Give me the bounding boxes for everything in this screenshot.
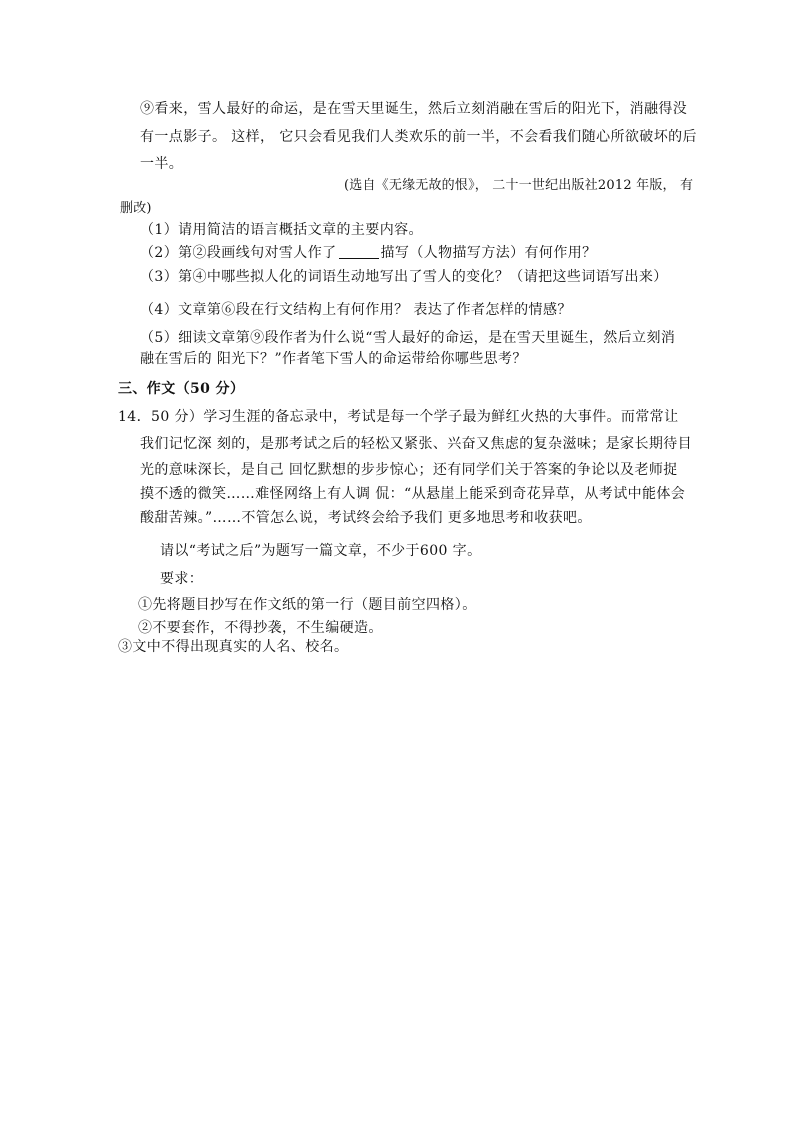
q14-line-4: 摸不透的微笑……难怪网络上有人调 侃：“从悬崖上能采到奇花异草，从考试中能体会 bbox=[140, 486, 686, 502]
question-3: （3）第④中哪些拟人化的词语生动地写出了雪人的变化？（请把这些词语写出来） bbox=[140, 269, 668, 285]
question-1: （1）请用简洁的语言概括文章的主要内容。 bbox=[140, 222, 423, 238]
q14-line-5: 酸甜苦辣。”……不管怎么说，考试终会给予我们 更多地思考和收获吧。 bbox=[140, 510, 592, 526]
passage-p9-line-3: 一半。 bbox=[140, 156, 184, 172]
requirement-3: ③文中不得出现真实的人名、校名。 bbox=[118, 639, 349, 655]
question-5-line-1: （5）细读文章第⑨段作者为什么说“雪人最好的命运，是在雪天里诞生，然后立刻消 bbox=[140, 330, 676, 346]
section-heading-essay: 三、作文（50 分） bbox=[118, 381, 245, 397]
question-2-text-end: 描写（人物描写方法）有何作用？ bbox=[380, 245, 597, 261]
question-2 bbox=[140, 244, 597, 262]
requirement-2: ②不要套作，不得抄袭，不生编硬造。 bbox=[138, 620, 383, 636]
question-4: （4）文章第⑥段在行文结构上有何作用？ 表达了作者怎样的情感？ bbox=[140, 302, 572, 318]
answer-blank bbox=[339, 244, 379, 259]
question-5-line-2: 融在雪后的 阳光下？”作者笔下雪人的命运带给你哪些思考？ bbox=[140, 351, 527, 367]
passage-p9-line-1: ⑨看来，雪人最好的命运，是在雪天里诞生，然后立刻消融在雪后的阳光下，消融得没 bbox=[140, 101, 688, 117]
q14-line-3: 光的意味深长，是自己 回忆默想的步步惊心；还有同学们关于答案的争论以及老师捉 bbox=[140, 462, 678, 478]
source-citation: (选自《无缘无故的恨》， 二十一世纪出版社2012 年版， 有 bbox=[344, 178, 694, 193]
q14-line-2: 我们记忆深 刻的，是那考试之后的轻松又紧张、兴奋又焦虑的复杂滋味；是家长期待目 bbox=[140, 436, 693, 452]
passage-p9-line-2: 有一点影子。 这样， 它只会看见我们人类欢乐的前一半，不会看我们随心所欲破坏的后 bbox=[140, 129, 697, 145]
question-2-text: （2）第②段画线句对雪人作了 bbox=[140, 245, 337, 261]
requirements-label: 要求： bbox=[160, 571, 204, 587]
source-citation-end: 删改) bbox=[120, 201, 152, 216]
q14-line-1: 14．50 分）学习生涯的备忘录中，考试是每一个学子最为鲜红火热的大事件。而常常让 bbox=[118, 409, 679, 425]
requirement-1: ①先将题目抄写在作文纸的第一行（题目前空四格）。 bbox=[138, 597, 477, 613]
essay-prompt: 请以“考试之后”为题写一篇文章，不少于600 字。 bbox=[160, 543, 482, 559]
